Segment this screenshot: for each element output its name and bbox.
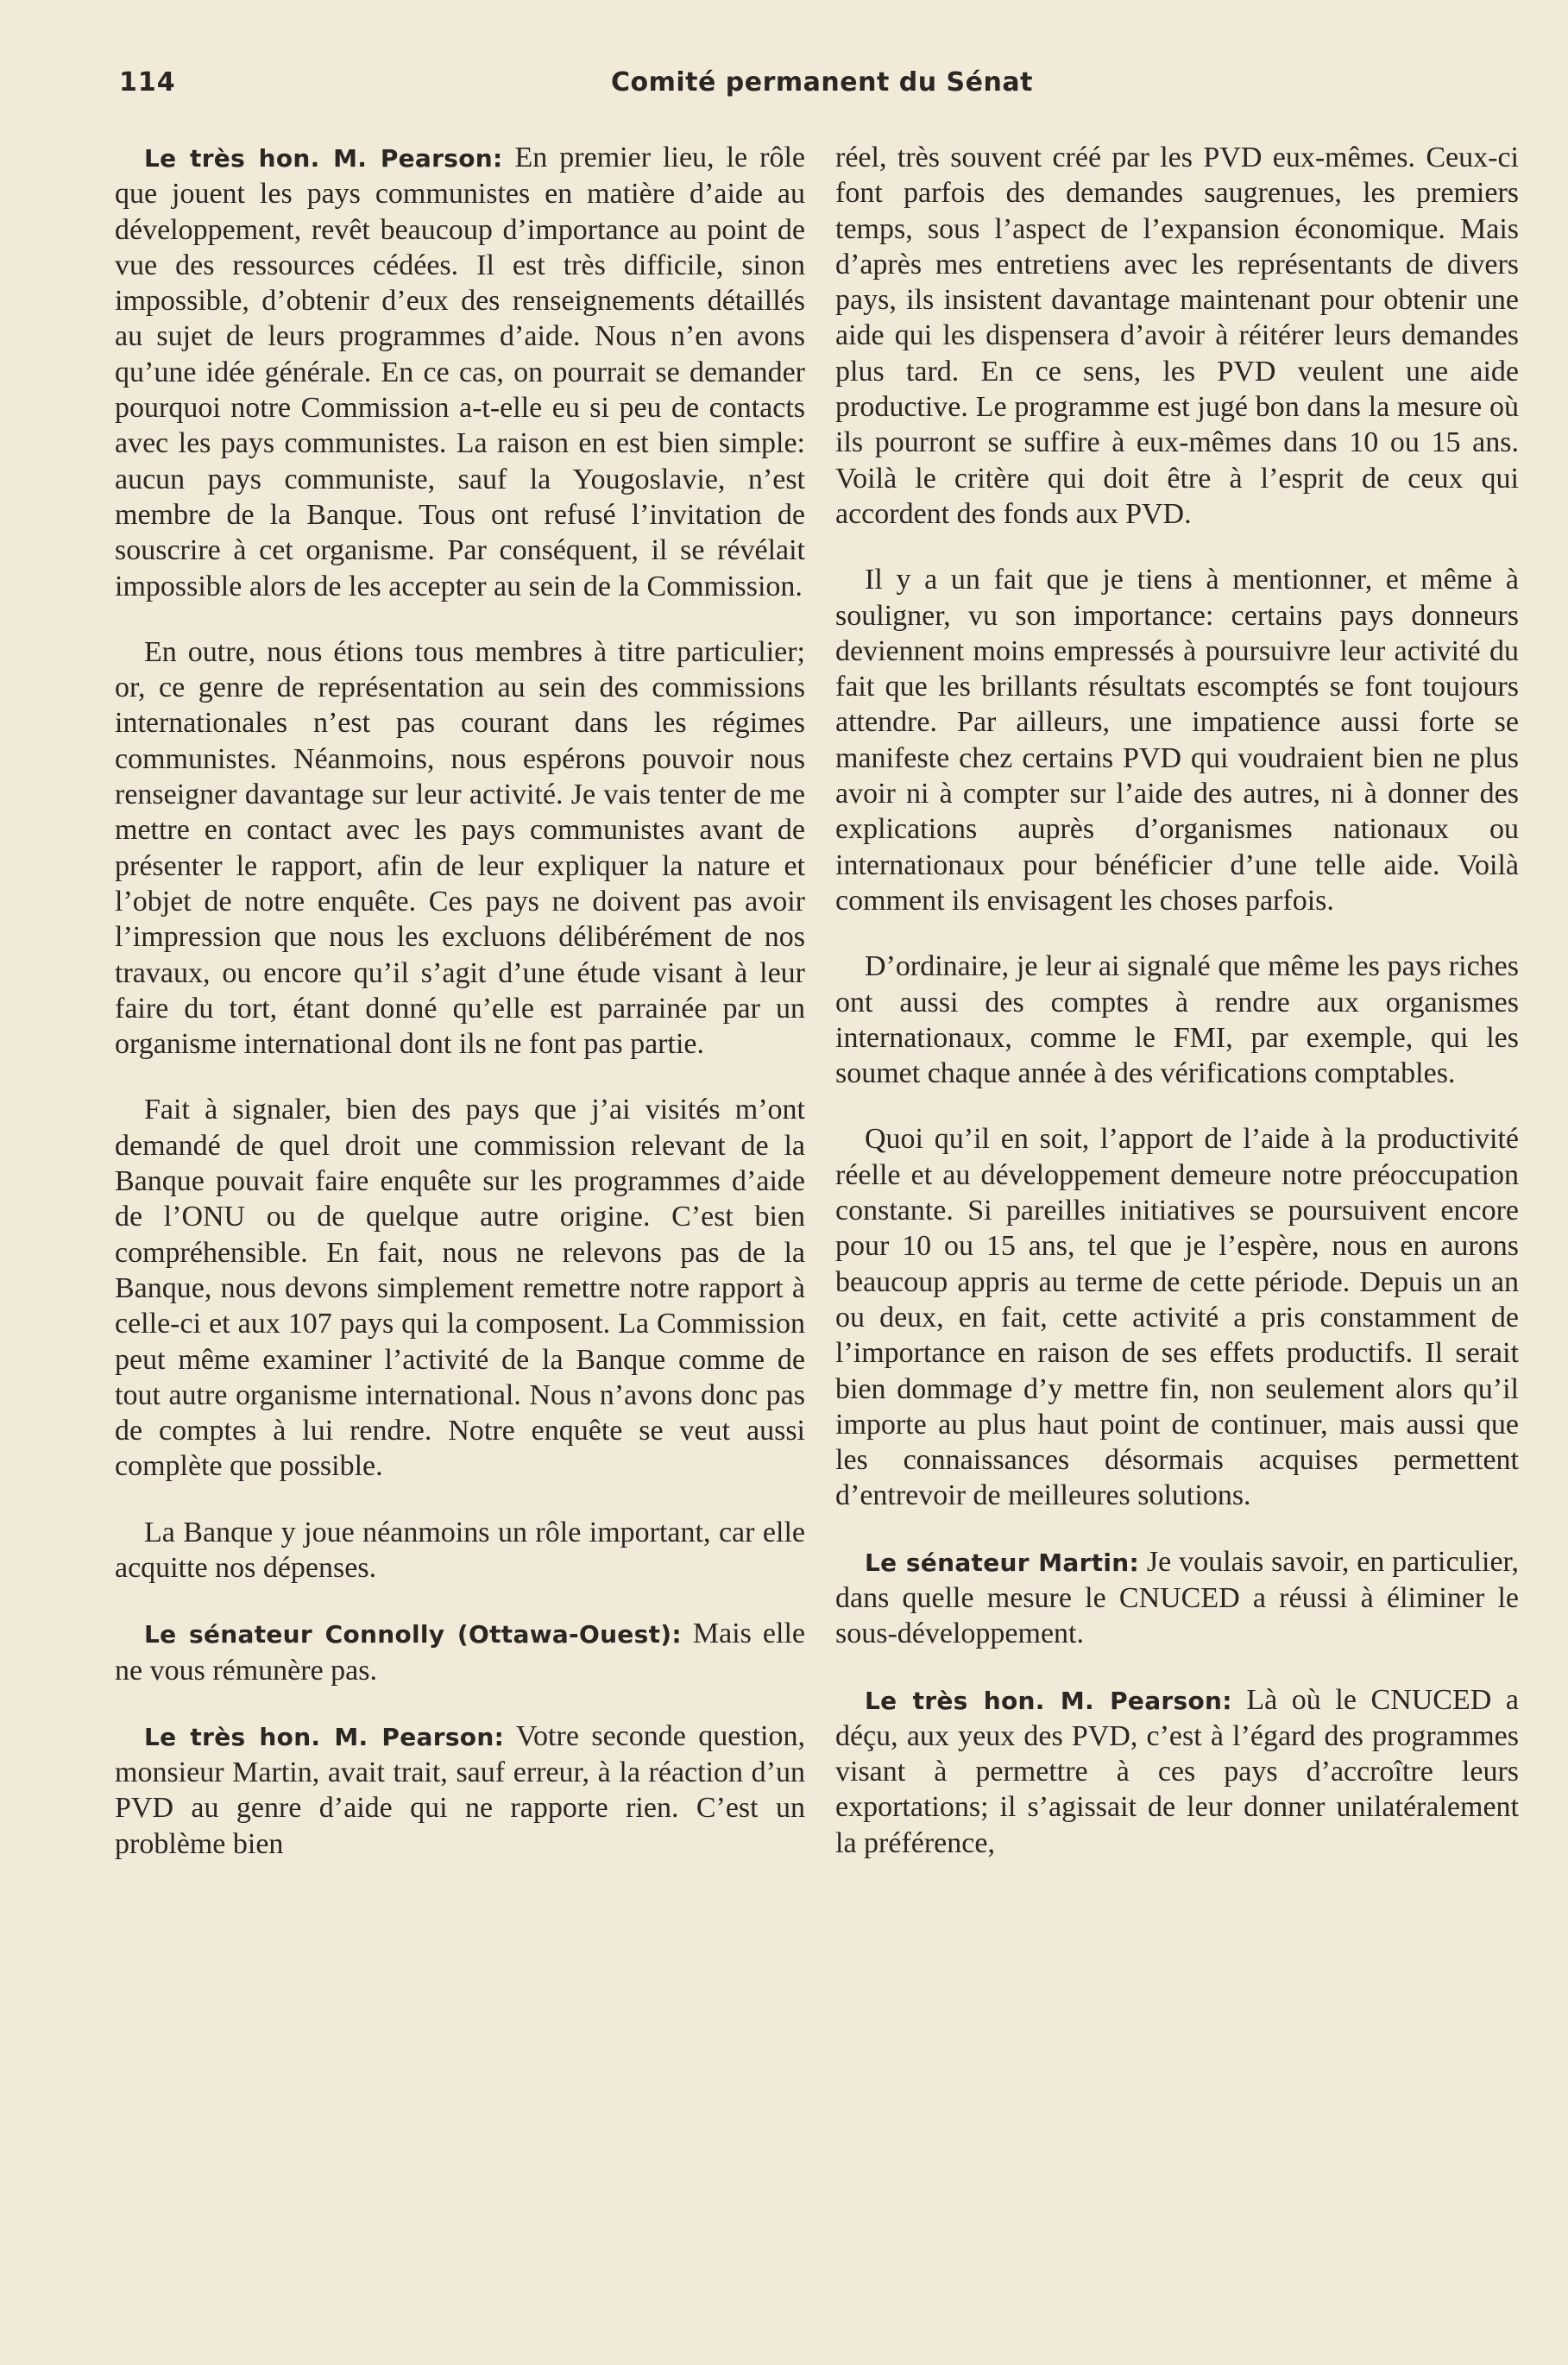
paragraph-text: Là où le CNUCED a déçu, aux yeux des PVD, c’est à l’égard des programmes visant à permettre à ces pays d’accroître leurs exportations; il s’agissait de leur donner unilatéralement la préférence, bbox=[835, 1683, 1519, 1859]
paragraph bbox=[115, 1719, 805, 1862]
paragraph bbox=[835, 140, 1519, 532]
paragraph-text: réel, très souvent créé par les PVD eux-mêmes. Ceux-ci font parfois des demandes saugrenues, les premiers temps, sous l’aspect de l’expansion économique. Mais d’après mes entretiens avec les représentants de divers pays, ils insistent davantage maintenant pour obtenir une aide qui les dispensera d’avoir à réitérer leurs demandes plus tard. En ce sens, les PVD veulent une aide productive. Le programme est jugé bon dans la mesure où ils pourront se suffire à eux-mêmes dans 10 ou 15 ans. Voilà le critère qui doit être à l’esprit de ceux qui accordent des fonds aux PVD. bbox=[835, 142, 1519, 530]
right-column bbox=[835, 140, 1519, 1891]
paragraph-text: En outre, nous étions tous membres à titre particulier; or, ce genre de représentation au sein des commissions internationales n’est pas courant dans les régimes communistes. Néanmoins, nous espérons pouvoir nous renseigner davantage sur leur activité. Je vais tenter de me mettre en contact avec les pays communistes avant de présenter le rapport, afin de leur expliquer la nature et l’objet de notre enquête. Ces pays ne doivent pas avoir l’impression que nous les excluons délibérément de nos travaux, ou encore qu’il s’agit d’une étude visant à leur faire du tort, étant donné qu’elle est parrainée par un organisme international dont ils ne font pas partie. bbox=[115, 635, 805, 1061]
paragraph-text: Votre seconde question, monsieur Martin, avait trait, sauf erreur, à la réaction d’un PVD au genre d’aide qui ne rapporte rien. C’est un problème bien bbox=[115, 1719, 805, 1860]
paragraph bbox=[115, 634, 805, 1063]
paragraph-text: D’ordinaire, je leur ai signalé que même les pays riches ont aussi des comptes à rendre aux organismes internationaux, comme le FMI, par exemple, qui les soumet chaque année à des vérifications comptables. bbox=[835, 950, 1519, 1090]
paragraph bbox=[835, 1682, 1519, 1861]
speaker-label: Le sénateur Connolly (Ottawa-Ouest): bbox=[144, 1620, 682, 1649]
speaker-label: Le sénateur Martin: bbox=[865, 1548, 1140, 1577]
page-number: 114 bbox=[119, 67, 176, 98]
paragraph bbox=[115, 1515, 805, 1586]
page-header bbox=[0, 67, 1568, 119]
paragraph-text: Il y a un fait que je tiens à mentionner, et même à souligner, vu son importance: certains pays donneurs deviennent moins empressés à poursuivre leur activité du fait que les brillants résultats escomptés se font toujours attendre. Par ailleurs, une impatience aussi forte se manifeste chez certains PVD qui voudraient bien ne plus avoir ni à compter sur l’aide des autres, ni à donner des explications auprès d’organismes nationaux ou internationaux pour bénéficier d’une telle aide. Voilà comment ils envisagent les choses parfois. bbox=[835, 564, 1519, 917]
paragraph bbox=[835, 1544, 1519, 1652]
paragraph-text: Mais elle ne vous rémunère pas. bbox=[115, 1618, 806, 1687]
speaker-label: Le très hon. M. Pearson: bbox=[144, 1722, 505, 1751]
paragraph bbox=[115, 1616, 805, 1688]
paragraph-text: Quoi qu’il en soit, l’apport de l’aide à la productivité réelle et au développement demeure notre préoccupation constante. Si pareilles initiatives se poursuivent encore pour 10 ou 15 ans, tel que je l’espère, nous en aurons beaucoup appris au terme de cette période. Depuis un an ou deux, en fait, cette activité a pris constamment de l’importance en raison de ses effets productifs. Il serait bien dommage d’y mettre fin, non seulement alors qu’il importe au plus haut point de continuer, mais aussi que les connaissances désormais acquises permettent d’entrevoir de meilleures solutions. bbox=[835, 1123, 1519, 1512]
paragraph-text: Je voulais savoir, en particulier, dans quelle mesure le CNUCED a réussi à éliminer le sous-développement. bbox=[835, 1545, 1520, 1650]
left-column bbox=[115, 140, 805, 1892]
paragraph-text: En premier lieu, le rôle que jouent les pays communistes en matière d’aide au développement, revêt beaucoup d’importance au point de vue des ressources cédées. Il est très difficile, sinon impossible, d’obtenir d’eux des renseignements détaillés au sujet de leurs programmes d’aide. Nous n’en avons qu’une idée générale. En ce cas, on pourrait se demander pourquoi notre Commission a-t-elle eu si peu de contacts avec les pays communistes. La raison en est bien simple: aucun pays communiste, sauf la Yougoslavie, n’est membre de la Banque. Tous ont refusé l’invitation de souscrire à cet organisme. Par conséquent, il se révélait impossible alors de les accepter au sein de la Commission. bbox=[115, 142, 805, 602]
speaker-label: Le très hon. M. Pearson: bbox=[865, 1686, 1232, 1715]
paragraph-text: La Banque y joue néanmoins un rôle important, car elle acquitte nos dépenses. bbox=[115, 1516, 805, 1584]
paragraph bbox=[835, 562, 1519, 918]
paragraph bbox=[835, 949, 1519, 1091]
paragraph-text: Fait à signaler, bien des pays que j’ai visités m’ont demandé de quel droit une commission relevant de la Banque pouvait faire enquête sur les programmes d’aide de l’ONU ou de quelque autre origine. C’est bien compréhensible. En fait, nous ne relevons pas de la Banque, nous devons simplement remettre notre rapport à celle-ci et aux 107 pays qui la composent. La Commission peut même examiner l’activité de la Banque comme de tout autre organisme international. Nous n’avons donc pas de comptes à lui rendre. Notre enquête se veut aussi complète que possible. bbox=[115, 1094, 805, 1483]
paragraph bbox=[115, 1092, 805, 1484]
speaker-label: Le très hon. M. Pearson: bbox=[144, 144, 503, 173]
running-head: Comité permanent du Sénat bbox=[611, 67, 1033, 98]
paragraph bbox=[835, 1121, 1519, 1513]
paragraph bbox=[115, 140, 805, 604]
